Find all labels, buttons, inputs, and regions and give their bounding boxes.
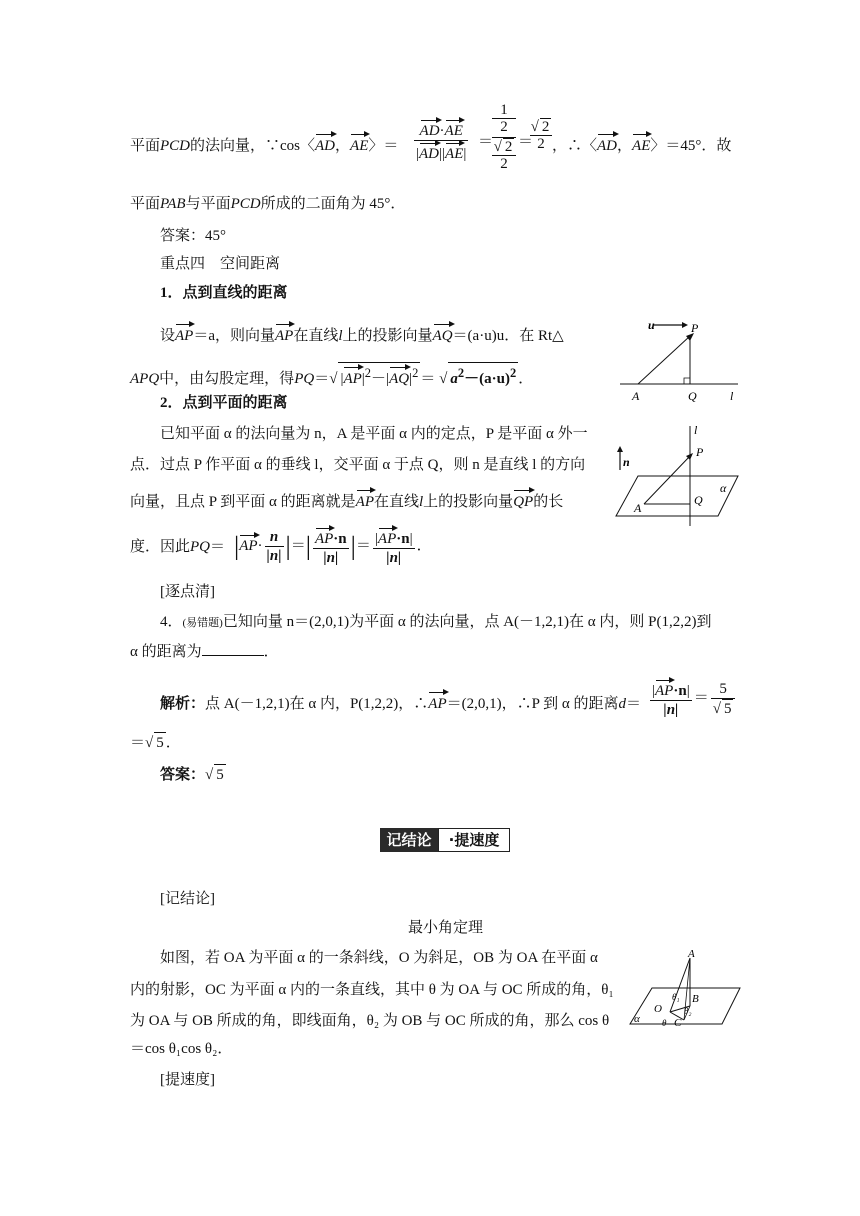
plane-name: PCD [160, 138, 191, 154]
label-B: B [692, 993, 699, 1005]
segment-pq: PQ [294, 371, 315, 387]
text: 上的投影向量 [342, 328, 433, 344]
subheading-2: 2．点到平面的距离 [160, 395, 288, 411]
vector-ap: AP [239, 533, 257, 555]
text: ＝a，则向量 [193, 328, 276, 344]
den: 2 [537, 136, 545, 152]
sqrt-5: 5 [154, 732, 166, 753]
line2 [130, 194, 405, 214]
eq: ＝ [290, 537, 306, 554]
text: 〉＝45°．故 [650, 138, 732, 154]
label-l: l [730, 389, 734, 403]
solution-line2: ＝√ 5 ． [130, 732, 181, 753]
top-equation-line [130, 132, 398, 156]
n: n [666, 702, 676, 718]
text: ． [518, 371, 534, 387]
para2-line3 [130, 488, 563, 512]
sqrt-2: 2 [504, 139, 513, 155]
subheading-1: 1．点到直线的距离 [160, 285, 288, 301]
vector-ad: AD [420, 118, 440, 140]
vector-ad: AD [315, 132, 335, 156]
label-u: u [648, 318, 655, 332]
text: ＝(a·u)u．在 Rt△ [452, 328, 564, 344]
vector-ae: AE [445, 141, 463, 163]
text: 〉＝ [368, 138, 399, 154]
text: ＝(2,0,1)，∴P 到 α 的距离 [446, 696, 619, 712]
solution-label: 解析： [160, 696, 206, 712]
minus: － [464, 371, 480, 387]
nested-fraction: 1 2 √ 2 2 [492, 102, 516, 172]
speed-heading: [提速度] [160, 1072, 215, 1088]
n: n [389, 550, 398, 566]
line-l: l [338, 328, 343, 344]
text: ， [617, 138, 633, 154]
label-A: A [688, 948, 695, 960]
num: 5 [711, 680, 736, 699]
vector-ap: AP [428, 690, 446, 714]
label-alpha: α [720, 481, 727, 495]
para1-line1 [160, 322, 564, 346]
text: ． [416, 537, 432, 554]
label-l: l [694, 423, 698, 437]
text: 的长 [533, 494, 564, 510]
vector-aq: AQ [389, 365, 409, 389]
question-4-line2 [130, 641, 279, 662]
label-Q: Q [688, 389, 697, 403]
segment-pq: PQ [190, 539, 211, 555]
distance-d: d [618, 696, 626, 712]
dot-n: ·n [333, 531, 347, 547]
text: 平面 [130, 196, 161, 212]
eq-sign: ＝ [478, 134, 494, 150]
vector-ae: AE [350, 132, 368, 156]
text: ＝ [314, 371, 330, 387]
solution-fraction: $\frac{|AP\cdot n|}{|n|}$ ＝ $\frac{5}{√ 5}$ [648, 678, 737, 719]
figure-point-plane [608, 420, 743, 530]
theorem-line1: 如图，若 OA 为平面 α 的一条斜线，O 为斜足，OB 为 OA 在平面 α [160, 950, 598, 966]
top-equation-tail [552, 132, 731, 156]
text: 设 [160, 328, 176, 344]
vector-ap: AP [315, 526, 333, 548]
text: 向量，且点 P 到平面 α 的距离就是 [130, 494, 356, 510]
text: ，∴〈 [552, 138, 598, 154]
text: 在直线 [373, 494, 419, 510]
sqrt-5: 5 [214, 764, 226, 785]
vector-ap: AP [275, 322, 293, 346]
dot-n: ·n [673, 683, 687, 699]
figure-point-line [618, 316, 743, 406]
text: 在直线 [293, 328, 339, 344]
plane-name: PAB [160, 196, 186, 212]
eq: ＝ [626, 696, 642, 712]
n: n [269, 548, 279, 564]
square: 2 [509, 366, 517, 380]
solution-line1 [160, 690, 641, 714]
text: 的法向量，∵cos〈 [190, 138, 316, 154]
answer-1: 答案：45° [160, 228, 226, 244]
para2-line2: 点．过点 P 作平面 α 的垂线 l，交平面 α 于点 Q，则 n 是直线 l 的方向 [130, 457, 586, 473]
eq: ＝ [693, 689, 709, 706]
bracket-heading: [逐点清] [160, 584, 215, 600]
section-banner [380, 828, 510, 852]
banner-right: ·提速度 [438, 828, 510, 852]
vector-qp: QP [513, 488, 533, 512]
recall-heading: [记结论] [160, 891, 215, 907]
label-theta2: θ₂ [684, 1006, 692, 1016]
answer-2: 答案：√ 5 [160, 764, 226, 785]
q-text: α 的距离为 [130, 644, 202, 660]
plane-name: PCD [230, 196, 261, 212]
label-A: A [634, 501, 642, 515]
label-C: C [674, 1017, 682, 1029]
cos-fraction [412, 118, 470, 163]
para2-formula: |AP· $\frac{n}{|n|}$ |＝| $\frac{AP\cdot n}{|n|}$ |＝ $\frac{|AP\cdot n|}{|n|}$ ． [234, 526, 432, 567]
label-O: O [654, 1003, 662, 1015]
para2-line4 [130, 537, 225, 557]
text: ． [165, 735, 181, 751]
text: ＝ [420, 371, 436, 387]
n: n [265, 528, 284, 547]
text: ． [263, 644, 279, 660]
square: 2 [364, 366, 372, 380]
label-Q: Q [694, 493, 703, 507]
vector-ap: AP [343, 365, 361, 389]
abs-bar: | [439, 146, 443, 162]
theorem-title: 最小角定理 [408, 920, 484, 936]
question-4 [160, 612, 711, 633]
text: 平面 [130, 138, 161, 154]
text: 中，由勾股定理，得 [159, 371, 295, 387]
eq-sign: ＝ [518, 134, 534, 150]
text: ＝ [210, 539, 226, 555]
abs-bar: | [416, 146, 420, 162]
text: 度．因此 [130, 539, 191, 555]
vector-ap: AP [175, 322, 193, 346]
square: 2 [457, 366, 465, 380]
text: 上的投影向量 [423, 494, 514, 510]
theorem-line3: 为 OA 与 OB 所成的角，即线面角，θ₂ 为 OB 与 OC 所成的角，那么 cos θ [130, 1013, 610, 1029]
sqrt-2: 2 [541, 119, 550, 135]
vector-ad: AD [419, 141, 439, 163]
answer-label: 答案： [160, 767, 206, 783]
label-alpha: α [634, 1013, 640, 1025]
vector-ad: AD [597, 132, 617, 156]
abs-bar: | [442, 146, 446, 162]
den-2: 2 [492, 155, 516, 172]
answer-blank[interactable] [202, 641, 264, 656]
label-theta1: θ₁ [672, 992, 680, 1002]
theorem-line2: 内的射影，OC 为平面 α 内的一条直线，其中 θ 为 OA 与 OC 所成的角，θ₁ [130, 982, 614, 998]
eq: ＝ [130, 735, 146, 751]
theorem-line4: ＝cos θ₁cos θ₂． [130, 1041, 233, 1057]
section-heading: 重点四 空间距离 [160, 256, 281, 272]
q-text: 已知向量 n＝(2,0,1)为平面 α 的法向量，点 A(－1,2,1)在 α 内，则 P(1,2,2)到 [222, 614, 712, 630]
label-A: A [632, 389, 640, 403]
q-tag: (易错题) [182, 617, 223, 629]
vector-ap: AP [378, 526, 396, 548]
half-den: 2 [492, 118, 516, 135]
result-fraction: √ 2 2 [530, 118, 552, 152]
q-number: 4． [160, 614, 183, 630]
label-theta: θ [662, 1018, 667, 1028]
vector-ap: AP [655, 678, 673, 700]
label-P: P [691, 321, 699, 335]
dot-n: ·n [396, 531, 410, 547]
line-l: l [419, 494, 424, 510]
abs-bar: | [463, 146, 467, 162]
projection: (a·u) [479, 371, 510, 387]
minus: － [371, 371, 387, 387]
sqrt-5: 5 [723, 700, 732, 717]
text: 与平面 [185, 196, 231, 212]
vector-ap: AP [356, 488, 374, 512]
vector-a: a [450, 371, 458, 387]
dot: · [439, 123, 445, 139]
n: n [326, 550, 335, 566]
vector-aq: AQ [433, 322, 453, 346]
triangle-name: APQ [130, 371, 160, 387]
banner-left: 记结论 [380, 828, 438, 852]
figure-min-angle [622, 948, 742, 1048]
vector-ae: AE [445, 118, 463, 140]
square: 2 [412, 366, 419, 380]
para2-line1: 已知平面 α 的法向量为 n，A 是平面 α 内的定点，P 是平面 α 外一 [160, 426, 588, 442]
text: ， [335, 138, 351, 154]
para1-line2: APQ中，由勾股定理，得PQ＝√ $|AP|^2-|AQ|^2$ ＝ √ $a^2-(a\cdot u)^2$ ． [130, 362, 533, 389]
vector-ae: AE [632, 132, 650, 156]
label-n: n [623, 455, 630, 469]
half-num: 1 [500, 102, 508, 118]
text: 点 A(－1,2,1)在 α 内，P(1,2,2)，∴ [205, 696, 429, 712]
label-P: P [696, 445, 704, 459]
eq: ＝ [355, 537, 371, 554]
text: 所成的二面角为 45°． [260, 196, 406, 212]
